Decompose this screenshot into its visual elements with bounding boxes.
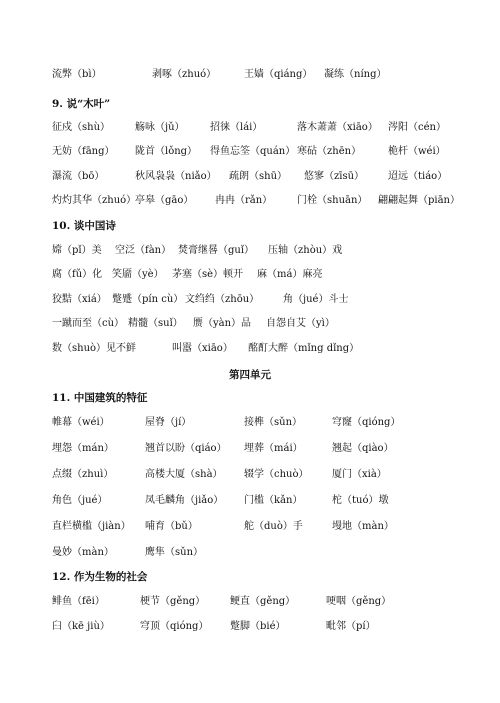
vocab-entry: 点缀（zhuì） — [52, 469, 114, 480]
vocab-entry: 舵（duò）手 — [244, 521, 303, 532]
vocab-entry: 嫦（pǐ）美 — [52, 245, 102, 256]
vocab-entry: 蹩脚（bié） — [230, 621, 286, 632]
vocab-row — [0, 442, 500, 462]
vocab-entry: 数（shuò）见不鲜 — [52, 343, 137, 354]
vocab-entry: 无妨（fāng） — [52, 146, 115, 157]
vocab-entry: 柁（tuó）墩 — [332, 495, 389, 506]
vocab-entry: 角（jué）斗士 — [283, 294, 349, 305]
vocab-entry: 落木萧萧（xiāo） — [297, 122, 378, 133]
vocab-entry: 墁地（màn） — [332, 521, 394, 532]
vocab-entry: 寒砧（zhēn） — [297, 146, 362, 157]
vocab-entry: 鲱鱼（fēi） — [52, 596, 105, 607]
vocab-entry: 哺育（bǔ） — [145, 521, 198, 532]
vocab-entry: 高楼大厦（shà） — [145, 469, 223, 480]
vocab-entry: 悠寥（zīsū） — [304, 171, 365, 182]
vocab-row — [0, 620, 500, 640]
vocab-entry: 角色（jué） — [52, 495, 108, 506]
vocab-entry: 一蹴而至（cù） — [52, 318, 125, 329]
section-heading: 12. 作为生物的社会 — [52, 571, 148, 583]
vocab-row — [0, 170, 500, 190]
vocab-entry: 臼（kē jiù） — [52, 621, 110, 632]
vocab-row — [0, 121, 500, 141]
vocab-entry: 亭皋（gāo） — [135, 195, 194, 206]
vocab-entry: 冉冉（rǎn） — [215, 195, 273, 206]
section-heading: 9. 说“木叶” — [52, 98, 111, 110]
vocab-entry: 征戍（shù） — [52, 122, 111, 133]
vocab-entry: 桅杆（wéi） — [388, 146, 446, 157]
vocab-entry: 瀑流（bō） — [52, 171, 105, 182]
vocab-entry: 王嫱（qiáng） — [244, 69, 313, 80]
vocab-entry: 凤毛麟角（jiǎo） — [145, 495, 224, 506]
vocab-entry: 觞咏（jǔ） — [135, 122, 185, 133]
vocab-entry: 压轴（zhòu）戏 — [268, 245, 343, 256]
vocab-entry: 赝（yàn）品 — [193, 318, 252, 329]
vocab-row — [0, 494, 500, 514]
vocab-row — [0, 595, 500, 615]
vocab-entry: 迢远（tiáo） — [388, 171, 448, 182]
vocab-entry: 穹窿（qióng） — [332, 417, 401, 428]
vocab-entry: 秋风袅袅（niǎo） — [135, 171, 217, 182]
vocab-row — [0, 244, 500, 264]
vocab-entry: 茅塞（sè）顿开 — [172, 269, 244, 280]
vocab-entry: 腐（fǔ）化 — [52, 269, 103, 280]
vocab-entry: 狡黠（xiá） — [52, 294, 107, 305]
vocab-entry: 灼灼其华（zhuó） — [52, 195, 137, 206]
vocab-entry: 鹰隼（sǔn） — [145, 547, 204, 558]
vocab-entry: 酩酊大醉（mǐng dǐng） — [248, 343, 360, 354]
vocab-row — [0, 194, 500, 214]
vocab-row — [0, 145, 500, 165]
vocab-entry: 帷幕（wéi） — [52, 417, 110, 428]
vocab-entry: 文绉绉（zhōu） — [185, 294, 260, 305]
section-heading: 11. 中国建筑的特征 — [52, 392, 148, 404]
vocab-row — [0, 342, 500, 362]
vocab-entry: 毗邻（pí） — [326, 621, 376, 632]
vocab-row — [0, 468, 500, 488]
section-heading: 10. 谈中国诗 — [52, 220, 116, 232]
vocab-entry: 厦门（xià） — [332, 469, 387, 480]
vocab-row — [0, 546, 500, 566]
vocab-entry: 哽咽（gěng） — [326, 596, 392, 607]
vocab-entry: 门槛（kǎn） — [244, 495, 303, 506]
vocab-entry: 穹顶（qióng） — [140, 621, 209, 632]
vocab-entry: 鲠直（gěng） — [230, 596, 296, 607]
vocab-entry: 翘起（qiào） — [332, 443, 394, 454]
vocab-entry: 梗节（gěng） — [140, 596, 206, 607]
vocab-entry: 陇首（lǒng） — [135, 146, 198, 157]
vocab-entry: 剥啄（zhuó） — [152, 69, 217, 80]
vocab-entry: 蹩蹙（pín cù） — [112, 294, 184, 305]
vocab-row — [0, 268, 500, 288]
vocab-entry: 涔阳（cén） — [388, 122, 446, 133]
vocab-row — [0, 416, 500, 436]
vocab-entry: 叫嚣（xiāo） — [172, 343, 233, 354]
vocab-entry: 翩翩起舞（piān） — [378, 195, 461, 206]
vocab-entry: 门栓（shuān） — [297, 195, 368, 206]
vocab-entry: 屋脊（jí） — [145, 417, 192, 428]
vocab-entry: 得鱼忘筌（quán） — [210, 146, 296, 157]
vocab-entry: 空泛（fàn） — [115, 245, 172, 256]
vocab-entry: 招徕（lái） — [210, 122, 263, 133]
vocab-row — [0, 68, 500, 88]
vocab-entry: 直栏横槛（jiàn） — [52, 521, 131, 532]
vocab-entry: 疏朗（shū） — [229, 171, 288, 182]
vocab-row — [0, 317, 500, 337]
vocab-entry: 焚膏继晷（guǐ） — [178, 245, 255, 256]
vocab-entry: 流弊（bì） — [52, 69, 102, 80]
vocab-entry: 曼妙（màn） — [52, 547, 114, 558]
vocab-entry: 精髓（suǐ） — [128, 318, 183, 329]
vocab-row — [0, 293, 500, 313]
vocab-entry: 翘首以盼（qiáo） — [145, 443, 227, 454]
vocab-entry: 接榫（sǔn） — [244, 417, 303, 428]
vocab-entry: 埋怨（mán） — [52, 443, 114, 454]
vocab-entry: 笑靥（yè） — [112, 269, 164, 280]
vocab-entry: 埋葬（mái） — [244, 443, 303, 454]
vocab-row — [0, 520, 500, 540]
vocab-entry: 麻（má）麻亮 — [257, 269, 323, 280]
vocab-entry: 凝练（níng） — [324, 69, 387, 80]
unit-title: 第四单元 — [229, 369, 271, 381]
vocab-entry: 辍学（chuò） — [244, 469, 309, 480]
vocab-entry: 自怨自艾（yì） — [266, 318, 335, 329]
